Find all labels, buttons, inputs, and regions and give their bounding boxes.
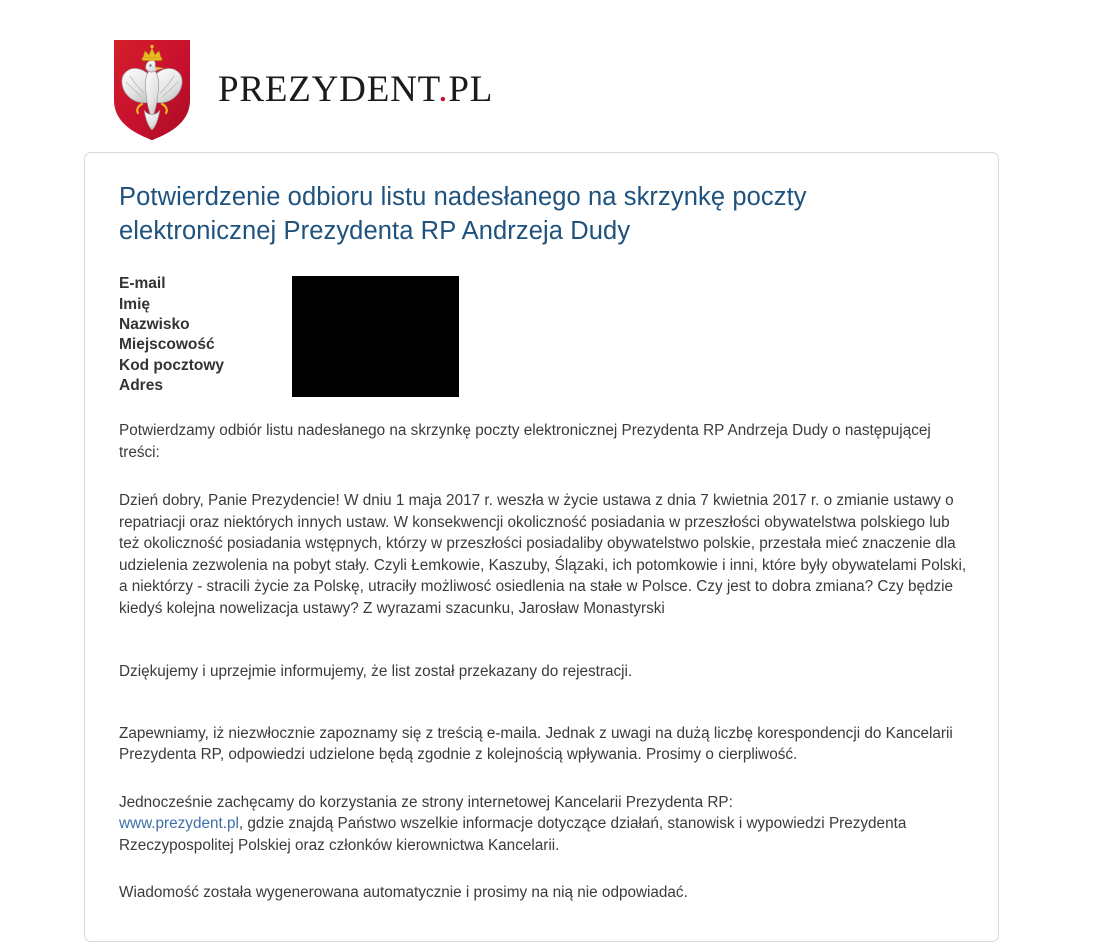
sender-field-labels <box>119 274 294 396</box>
prezydent-website-link[interactable]: www.prezydent.pl <box>119 815 239 833</box>
site-brand-header <box>112 38 493 142</box>
redaction-box <box>292 276 459 397</box>
website-rest-text: , gdzie znajdą Państwo wszelkie informacje dotyczące działań, stanowisk i wypowiedzi Prezydenta Rzeczypospolitej Polskiej oraz członków kierownictwa Kancelarii. <box>119 815 907 854</box>
brand-wordmark-dot: . <box>438 68 449 110</box>
brand-wordmark <box>218 68 494 110</box>
field-label-email: E-mail <box>119 275 166 293</box>
website-intro-text: Jednocześnie zachęcamy do korzystania ze strony internetowej Kancelarii Prezydenta RP: <box>119 793 733 811</box>
brand-wordmark-main: PREZYDENT <box>218 68 439 110</box>
sender-details-block <box>119 274 969 398</box>
field-label-last-name: Nazwisko <box>119 315 190 333</box>
field-label-city: Miejscowość <box>119 336 215 354</box>
assurance-paragraph: Zapewniamy, iż niezwłocznie zapoznamy się z treścią e-maila. Jednak z uwagi na dużą liczbę korespondencji do Kancelarii Prezydenta RP, odpowiedzi udzielone będą zgodnie z kolejnością wpływania. Prosimy o cierpliwość. <box>119 724 953 764</box>
brand-wordmark-tld: PL <box>448 68 494 110</box>
quoted-message-block <box>119 490 969 619</box>
polish-eagle-coat-of-arms-icon <box>112 38 192 142</box>
confirmation-paragraph: Dziękujemy i uprzejmie informujemy, że list został przekazany do rejestracji. <box>119 663 633 681</box>
field-label-address: Adres <box>119 376 163 394</box>
message-card-content <box>119 181 969 904</box>
website-paragraph <box>119 792 969 857</box>
quoted-message: Dzień dobry, Panie Prezydencie! W dniu 1 maja 2017 r. weszła w życie ustawa z dnia 7 kwietnia 2017 r. o zmianie ustawy o repatriacji oraz niektórych innych ustaw. W konsekwencji okoliczność posiadania w przeszłości obywatelstwa polskiego lub też okoliczność posiadania wstępnych, którzy w przeszłości posiadaliby obywatelstwo polskie, przestała mieć znaczenie dla udzielenia zezwolenia na pobyt stały. Czyli Łemkowie, Kaszuby, Ślązaki, ich potomkowie i inni, które były obywatelami Polski, a niektórzy - stracili życie za Polskę, utraciły możliwosć osiedlenia na stałe w Polsce. Czy jest to dobra zmiana? Czy będzie kiedyś kolejna nowelizacja ustawy? Z wyrazami szacunku, Jarosław Monastyrski <box>119 492 967 617</box>
field-label-postal-code: Kod pocztowy <box>119 356 225 374</box>
field-label-first-name: Imię <box>119 295 151 313</box>
auto-generated-notice: Wiadomość została wygenerowana automatycznie i prosimy na nią nie odpowiadać. <box>119 884 688 902</box>
message-card <box>84 152 999 942</box>
page-title: Potwierdzenie odbioru listu nadesłanego na skrzynkę poczty elektronicznej Prezydenta RP Andrzeja Dudy <box>119 183 807 245</box>
intro-paragraph: Potwierdzamy odbiór listu nadesłanego na skrzynkę poczty elektronicznej Prezydenta RP Andrzeja Dudy o następującej treści: <box>119 422 931 461</box>
